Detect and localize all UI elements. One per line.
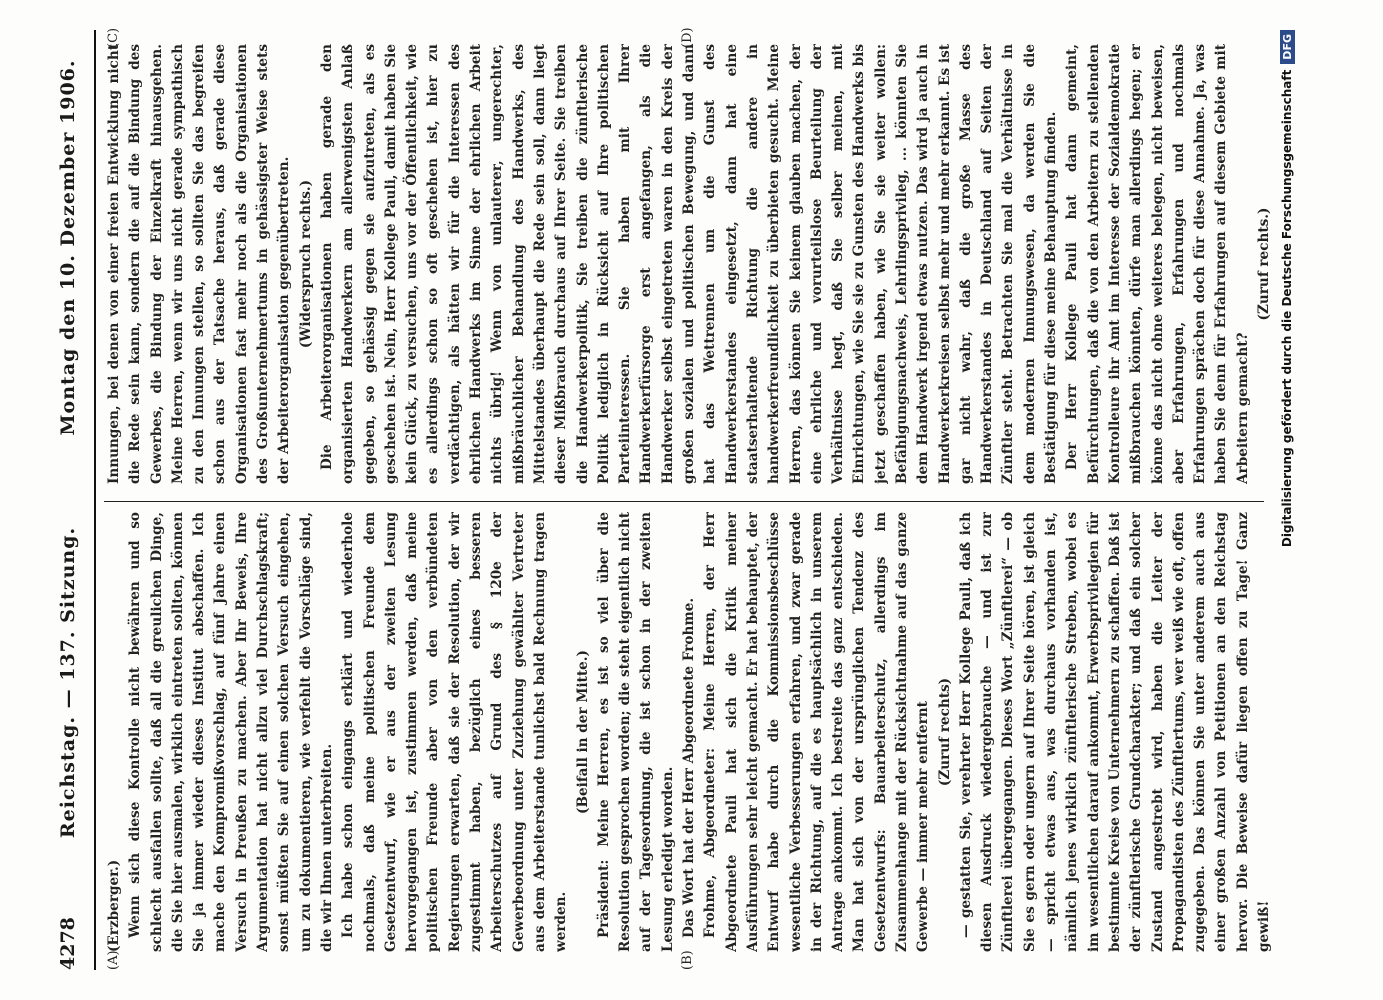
session-date: Montag den 10. Dezember 1906. [57, 59, 79, 436]
dfg-logo: DFG [1280, 30, 1295, 64]
paragraph: (Widerspruch rechts.) [297, 179, 314, 349]
header-rule [94, 30, 96, 970]
paragraph: Präsident: Meine Herren, es ist so viel über die Resolution gesprochen worden; die steht eigentlich nicht auf der Tagesordnung, die ist schon in der zweiten Lesung erledigt worden. [595, 512, 676, 952]
paragraph: Der Herr Kollege Pauli hat dann gemeint, Befürchtungen, daß die von den Arbeitern zu stellenden Kontrolleure ihr Amt im Interesse der Sozialdemokratie mißbrauchen könnten, dürfe man allerdings hegen; er könne das nicht ohne weiteres belegen, nicht beweisen, aber Erfahrungen, Erfahrungen und nochmals Erfahrungen sprächen doch für diese Annahme. Ja, was haben Sie denn für Erfahrungen auf diesem Gebiete mit Arbeitern gemacht? [1064, 44, 1251, 484]
digitization-credit [1280, 30, 1316, 970]
right-column [104, 44, 1274, 484]
paragraph: Das Wort hat der Herr Abgeordnete Frohme. [681, 597, 698, 938]
paragraph: Innungen, bei denen von einer freien Entwicklung nicht die Rede sein kann, sondern die auf die Bindung des Gewerbes, die Bindung der Einzelkraft hinausgehen. Meine Herren, wenn wir uns nicht gerade sympathisch zu den Innungen stellen, so sollten Sie das begreifen schon aus der Tatsache heraus, daß gerade diese Organisationen fast mehr noch als die Organisationen des Großunternehmertums in gehässigster Weise stets der Arbeiterorganisation gegenübertreten. [106, 44, 293, 484]
paragraph: (Beifall in der Mitte.) [574, 650, 591, 814]
paragraph: Wenn sich diese Kontrolle nicht bewähren und so schlecht ausfallen sollte, daß all die greulichen Dinge, die Sie hier ausmalen, wirklich eintreten sollten, können Sie ja immer wieder dieses Institut abschaffen. Ich mache den Kompromißvorschlag, auf fünf Jahre einen Versuch in Preußen zu machen. Aber Ihr Beweis, Ihre Argumentation hat nicht allzu viel Durchschlagskraft; sonst müßten Sie auf einen solchen Versuch eingehen, um zu dokumentieren, wie verfehlt die Vorschläge sind, die wir Ihnen unterbreiten. [127, 512, 335, 952]
paragraph: — gestatten Sie, verehrter Herr Kollege Pauli, daß ich diesen Ausdruck wiedergebrauche — und ist zur Zünftlerei übergegangen. Dieses Wort „Zünftlerei“ — ob Sie es gern oder ungern auf Ihrer Seite hören, ist gleich — spricht etwas aus, was durchaus vorhanden ist, nämlich jenes wirklich zünftlerische Streben, wobei es im wesentlichen darauf ankommt, Erwerbsprivilegien für bestimmte Kreise von Unternehmern zu schaffen. Daß ist der zünftlerische Grundcharakter; und daß ein solcher Zustand angestrebt wird, haben die Leiter der Propagandisten des Zünftlertums, wer weiß wie oft, offen zugegeben. Das können Sie unter anderem auch aus einer großen Anzahl von Petitionen an den Reichstag hervor. Die Beweise dafür liegen offen zu Tage! Ganz gewiß! [957, 512, 1273, 952]
margin-marker-b: (B) [680, 950, 695, 970]
page-content [40, 27, 1330, 970]
column-divider [104, 501, 1264, 502]
paragraph: (Erzberger.) [106, 859, 122, 952]
paragraph: (Zuruf rechts.) [1256, 207, 1273, 321]
margin-marker-c: (C) [106, 27, 121, 48]
paragraph: Die Arbeiterorganisationen haben gerade den organisierten Handwerkern am allerwenigsten Anlaß gegeben, so gehässig gegen sie aufzutreten, als es geschehen ist. Nein, Herr Kollege Pauli, damit haben Sie kein Glück, zu versuchen, uns vor der Öffentlichkeit, wie es allerdings schon so oft geschehen ist, hier zu verdächtigen, als hätten wir für die Interessen des ehrlichen Handwerks im Sinne der ehrlichen Arbeit nichts übrig! Wenn von unlauterer, ungerechter, mißbräuchlicher Behandlung des Handwerks, des Mittelstandes überhaupt die Rede sein soll, dann liegt dieser Mißbrauch durchaus auf Ihrer Seite. Sie treiben die Handwerkerpolitik, Sie treiben die zünftlerische Politik lediglich in Rücksicht auf Ihre politischen Parteiinteressen. Sie haben mit Ihrer Handwerkerfürsorge erst angefangen, als die Handwerker selbst eingetreten waren in den Kreis der großen sozialen und politischen Bewegung, und dann hat das Wettrennen um die Gunst des Handwerkerstandes eingesetzt, dann hat eine staatserhaltende Richtung die andere in handwerkerfreundlichkeit zu überbieten gesucht. Meine Herren, das können Sie keinem glauben machen, der eine ehrliche und vorurteilslose Beurteilung der Verhältnisse hegt, daß Sie selber meinen, mit Einrichtungen, wie Sie sie zu Gunsten des Handwerks bis jetzt geschaffen haben, wie Sie sie weiter wollen: Befähigungsnachweis, Lehrlingsprivileg, ... könnten Sie dem Handwerk irgend etwas nutzen. Das wird ja auch in Handwerkerkreisen selbst mehr und mehr erkannt. Es ist gar nicht wahr, daß die große Masse des Handwerkerstandes in Deutschland auf Seiten der Zünftler steht. Betrachten Sie mal die Verhältnisse in dem modernen Innungswesen, da werden Sie die Bestätigung für diese meine Behauptung finden. [318, 44, 1060, 484]
paragraph: (Zuruf rechts) [936, 677, 953, 787]
left-column [104, 512, 1274, 952]
page-number: 4278 [57, 917, 79, 970]
paragraph: Frohme, Abgeordneter: Meine Herren, der Herr Abgeordnete Pauli hat sich die Kritik meiner Ausführungen sehr leicht gemacht. Er hat behauptet, der Entwurf habe durch die Kommissionsbeschlüsse wesentliche Verbesserungen erfahren, und zwar gerade in der Richtung, auf die es hauptsächlich in unserem Antrage ankommt. Ich bestreite das ganz entschieden. Man hat sich von der ursprünglichen Tendenz des Gesetzentwurfs: Bauarbeiterschutz, allerdings im Zusammenhange mit der Rücksichtnahme auf das ganze Gewerbe — immer mehr entfernt [702, 512, 932, 952]
margin-marker-a: (A) [106, 950, 121, 970]
paragraph: Ich habe schon eingangs erklärt und wiederhole nochmals, daß meine politischen Freunde dem Gesetzentwurf, wie er aus der zweiten Lesung hervorgegangen ist, zustimmen werden, daß meine politischen Freunde aber von den verbündeten Regierungen erwarten, daß sie der Resolution, der wir zugestimmt haben, bezüglich eines besseren Arbeiterschutzes auf Grund des § 120e der Gewerbeordnung unter Zuziehung gewählter Vertreter aus dem Arbeiterstande tunlichst bald Rechnung tragen werden. [340, 512, 570, 952]
margin-marker-d: (D) [680, 27, 695, 48]
session-title: Reichstag. — 137. Sitzung. [57, 526, 79, 839]
page-header [48, 30, 88, 970]
credit-text: Digitalisierung gefördert durch die Deutsche Forschungsgemeinschaft [1280, 69, 1294, 548]
